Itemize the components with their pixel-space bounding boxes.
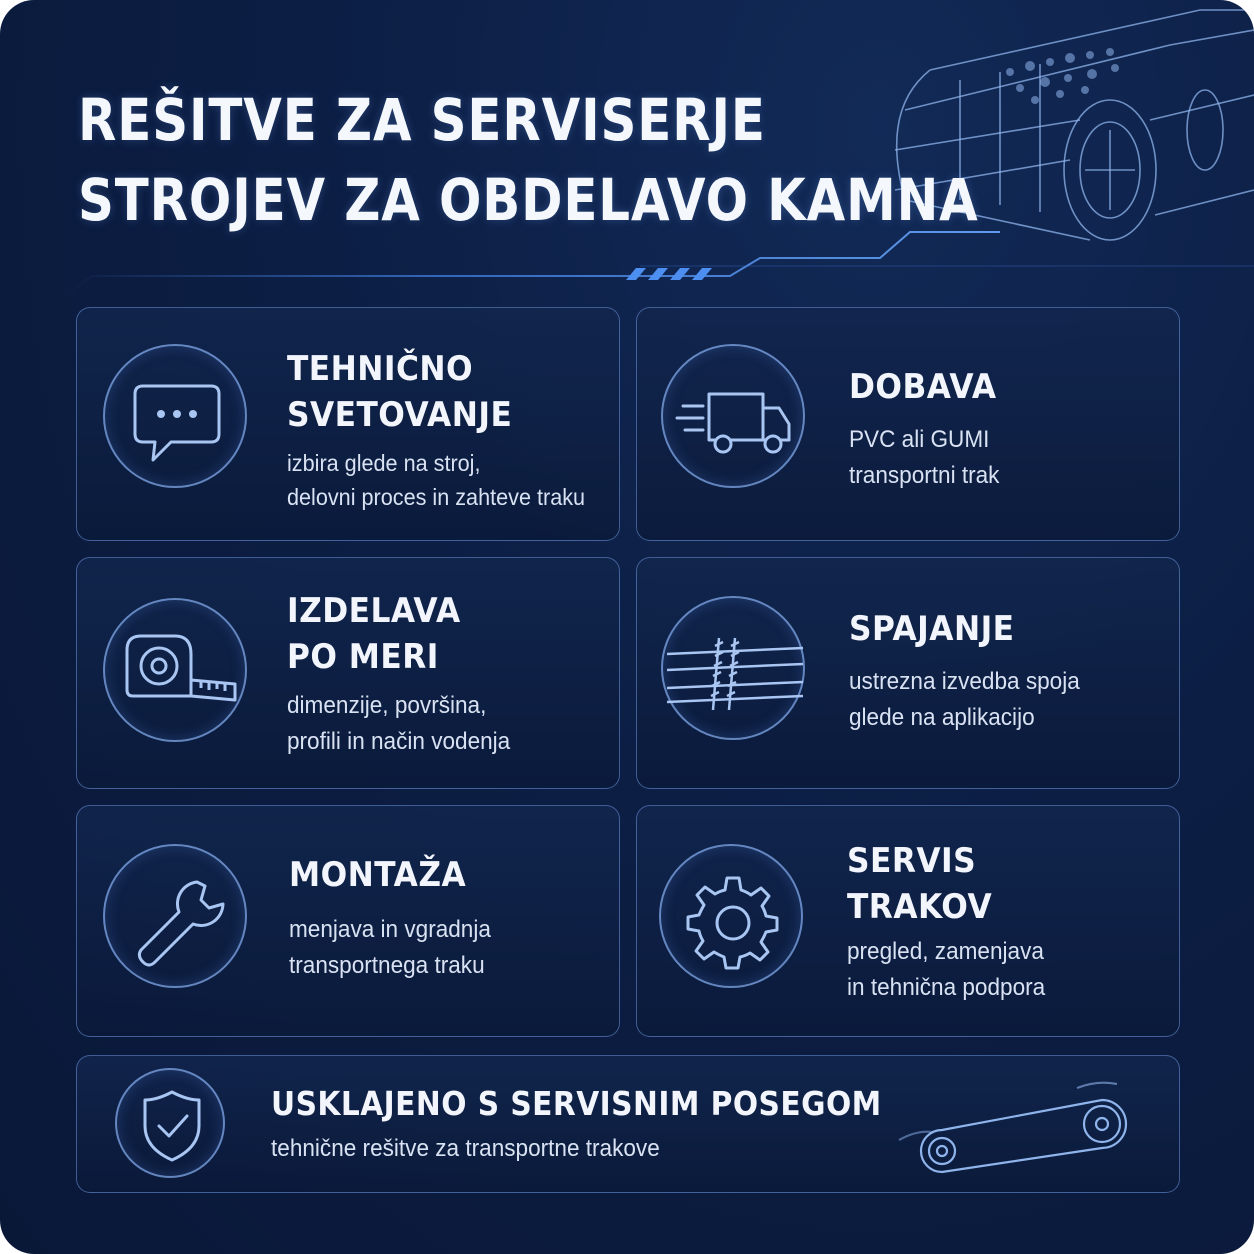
belt-splice-icon [663,598,807,742]
shield-check-icon [117,1070,227,1180]
card-description-line: glede na aplikacijo [849,704,1035,731]
card-description-line: transportni trak [849,462,1000,489]
gear-icon [661,846,805,990]
card-description-line: menjava in vgradnja [289,916,491,943]
card-title-line: MONTAŽA [289,855,467,895]
card-description-line: delovni proces in zahteve traku [287,484,586,510]
conveyor-belt-icon [897,1070,1157,1180]
card-title [287,588,574,680]
card-icon-ring [659,844,803,988]
measuring-tape-icon [105,600,249,744]
card-icon-ring [661,596,805,740]
chat-bubble-icon [105,346,249,490]
card-title-line: SPAJANJE [849,609,1015,649]
card-title [849,364,1134,410]
card-title [847,838,1134,930]
card-icon-ring [103,598,247,742]
card-description-line: transportnega traku [289,952,485,979]
card-icon-ring [103,344,247,488]
card-title-line: DOBAVA [849,367,997,407]
wrench-icon [105,846,249,990]
page-title [78,80,979,240]
delivery-truck-icon [663,346,807,490]
card-description [287,446,586,514]
page-title-line-2: STROJEV ZA OBDELAVO KAMNA [78,166,979,234]
banner-subtitle: tehnične rešitve za transportne trakove [271,1135,660,1162]
card-description-line: profili in način vodenja [287,728,511,755]
card-custom-made [76,557,620,789]
banner-icon-ring [115,1068,225,1178]
card-icon-ring [661,344,805,488]
card-description [849,422,1140,494]
card-title-line: TEHNIČNO [287,349,474,389]
card-icon-ring [103,844,247,988]
card-technical-consulting [76,307,620,541]
banner-title: USKLAJENO S SERVISNIM POSEGOM [271,1084,882,1123]
card-description [287,688,580,760]
card-description [289,912,580,984]
card-belt-service [636,805,1180,1037]
card-title-line: SVETOVANJE [287,395,513,435]
card-description-line: PVC ali GUMI [849,426,990,453]
card-title-line: PO MERI [287,637,439,677]
page-title-line-1: REŠITVE ZA SERVISERJE [78,86,766,154]
card-supply [636,307,1180,541]
card-description-line: izbira glede na stroj, [287,450,481,476]
card-installation [76,805,620,1037]
bottom-banner [76,1055,1180,1193]
card-splicing [636,557,1180,789]
card-description-line: in tehnična podpora [847,974,1046,1001]
card-title-line: IZDELAVA [287,591,461,631]
card-title [289,852,574,898]
card-title-line: SERVIS [847,841,977,881]
card-description-line: dimenzije, površina, [287,692,487,719]
card-title [287,346,574,438]
card-description [847,934,1140,1006]
card-description-line: ustrezna izvedba spoja [849,668,1080,695]
card-title-line: TRAKOV [847,887,993,927]
card-description [849,664,1140,736]
card-title [849,606,1134,652]
card-description-line: pregled, zamenjava [847,938,1044,965]
